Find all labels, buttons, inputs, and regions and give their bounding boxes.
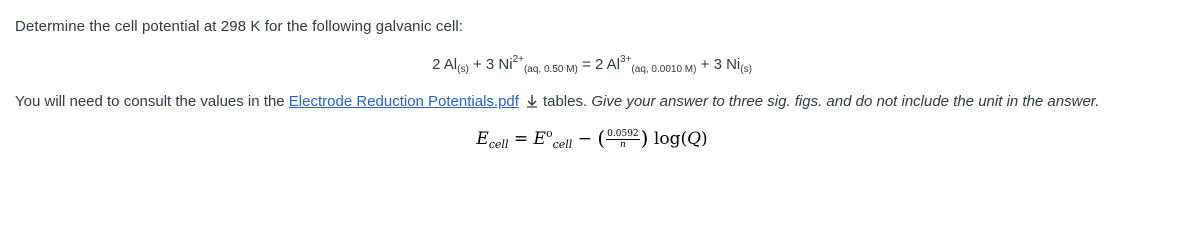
state-solid: (s) <box>457 64 469 75</box>
formula-numerator: 0.0592 <box>607 129 639 139</box>
formula-e0: E <box>533 129 546 149</box>
formula-cell-sub2: cell <box>552 138 573 151</box>
charge-ni: 2+ <box>512 54 524 65</box>
formula-fraction <box>606 129 640 150</box>
download-arrow-icon[interactable] <box>525 94 539 108</box>
formula-q: Q <box>687 129 702 149</box>
instructions <box>15 93 1099 110</box>
charge-al: 3+ <box>620 54 632 65</box>
formula-close: ) <box>701 129 708 149</box>
formula-cell-sub: cell <box>488 138 509 151</box>
chemical-reaction <box>0 56 1184 73</box>
formula-denominator: n <box>620 140 626 150</box>
question-prompt: Determine the cell potential at 298 K for the following galvanic cell: <box>15 18 464 35</box>
state-aq-ni: (aq, 0.50 M) <box>523 64 578 75</box>
instructions-tables: tables. <box>542 93 588 110</box>
formula-degree: o <box>545 127 553 140</box>
formula-lparen: ( <box>597 126 606 150</box>
state-aq-al: (aq, 0.0010 M) <box>631 64 697 75</box>
formula-rparen: ) <box>640 126 649 150</box>
reactant-al: 2 Al <box>432 56 458 73</box>
electrode-potentials-link[interactable]: Electrode Reduction Potentials.pdf <box>288 93 519 110</box>
nernst-equation <box>0 126 1184 150</box>
formula-minus: − <box>572 129 598 149</box>
instructions-lead: You will need to consult the values in the <box>15 93 289 110</box>
formula-e: E <box>476 129 489 149</box>
formula-equals: = <box>508 129 534 149</box>
product-al: = 2 Al <box>577 56 621 73</box>
formula-log: log( <box>653 129 688 149</box>
instructions-italic: Give your answer to three sig. figs. and do not include the unit in the answer. <box>591 93 1100 110</box>
product-ni: + 3 Ni <box>696 56 741 73</box>
state-solid-ni: (s) <box>740 64 752 75</box>
reactant-ni: + 3 Ni <box>468 56 513 73</box>
